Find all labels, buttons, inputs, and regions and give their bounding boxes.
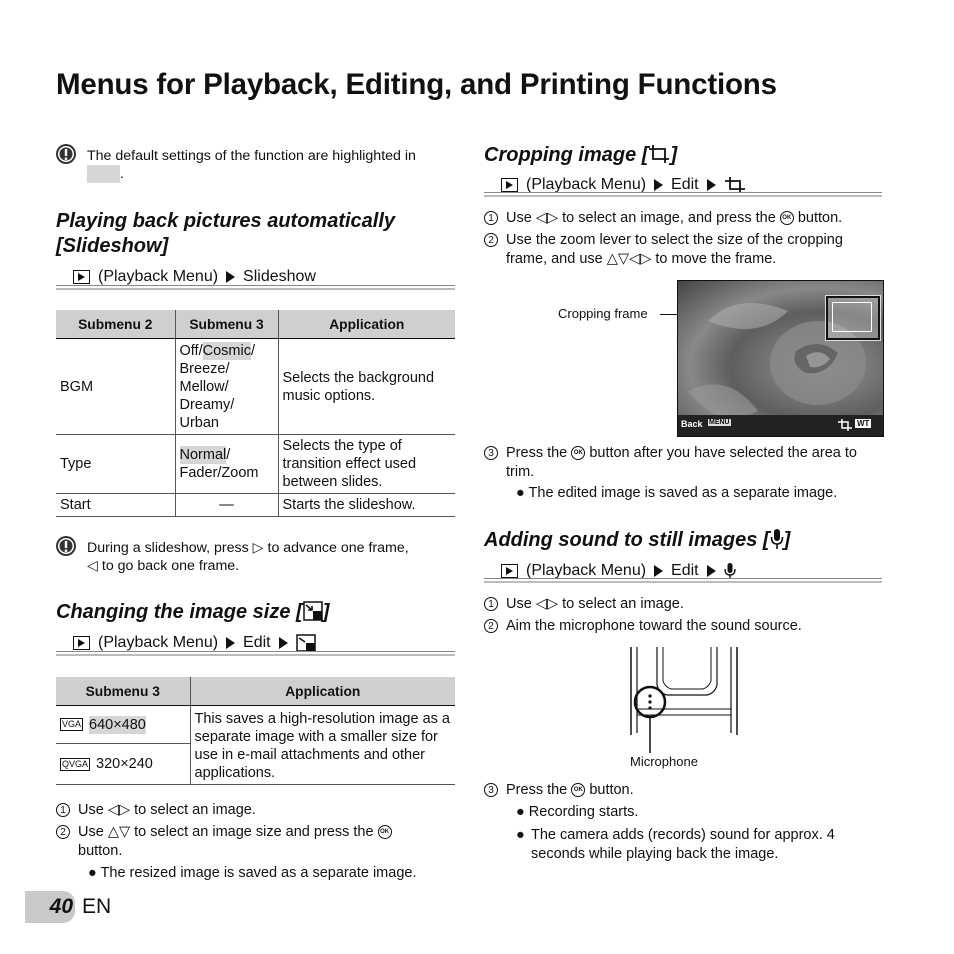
resize-bullet: ● The resized image is saved as a separate image. — [88, 865, 417, 881]
table-row: BGM Off/Cosmic/ Breeze/ Mellow/ Dreamy/ Urban Selects the background music options. — [56, 339, 455, 435]
slideshow-table — [56, 310, 455, 517]
right-arrow-icon: ▷ — [252, 540, 264, 556]
crop-title: Cropping image [ ] — [484, 144, 678, 166]
sound-bullet-2: ● The camera adds (records) sound for approx. 4 seconds while playing back the image. — [516, 827, 835, 862]
highlight-sample — [87, 165, 120, 183]
divider — [484, 192, 882, 197]
playback-icon — [73, 636, 90, 650]
table-row: VGA 640×480 This saves a high-resolution image as a separate image with a smaller size for use in e-mail attachments and other applications. — [56, 706, 455, 744]
crop-step-2: 2 Use the zoom lever to select the size of the cropping frame, and use △▽◁▷ to move the frame. — [484, 231, 884, 268]
table-header: Application — [278, 310, 455, 339]
table-header: Submenu 3 — [56, 677, 190, 706]
left-arrow-icon: ◁ — [87, 558, 98, 574]
divider — [484, 578, 882, 583]
ok-button-icon: OK — [378, 825, 392, 839]
crop-step-3: 3 Press the OK button after you have selected the area to trim. — [484, 444, 884, 481]
arrow-right-icon — [226, 637, 235, 649]
arrow-right-icon — [279, 637, 288, 649]
crop-icon — [648, 144, 670, 164]
sound-step-3: 3 Press the OK button. — [484, 781, 884, 800]
note-slideshow: During a slideshow, press ▷ to advance one frame, ◁ to go back one frame. — [87, 540, 409, 574]
resize-icon — [303, 601, 323, 621]
resize-title: Changing the image size [ ] — [56, 601, 330, 623]
table-row: QVGA 320×240 — [56, 744, 455, 785]
crop-step-1: 1 Use ◁▷ to select an image, and press the OK button. — [484, 209, 884, 228]
caution-icon — [55, 143, 77, 165]
crop-bullet: ● The edited image is saved as a separate image. — [516, 485, 838, 501]
sound-step-1: 1 Use ◁▷ to select an image. — [484, 595, 884, 614]
divider — [56, 285, 455, 290]
table-row: Type Normal/ Fader/Zoom Selects the type of transition effect used between slides. — [56, 435, 455, 494]
table-header: Submenu 3 — [175, 310, 278, 339]
table-header: Submenu 2 — [56, 310, 175, 339]
ok-button-icon: OK — [571, 783, 585, 797]
microphone-caption: Microphone — [630, 754, 698, 769]
resize-icon — [296, 634, 316, 652]
zoom-lever-icon: WT — [857, 419, 870, 428]
resize-table — [56, 677, 455, 785]
language-label: EN — [82, 895, 112, 918]
crop-menu-path: (Playback Menu) Edit — [501, 176, 746, 194]
ok-button-icon: OK — [571, 446, 585, 460]
ok-button-icon: OK — [780, 211, 794, 225]
arrow-right-icon — [226, 271, 235, 283]
screen-status-bar: Back MENU WT — [678, 415, 883, 436]
slideshow-title: Playing back pictures automatically [Slideshow] — [56, 210, 396, 257]
slideshow-menu-path: (Playback Menu) Slideshow — [73, 268, 316, 286]
crop-icon — [838, 419, 852, 431]
playback-icon — [501, 178, 518, 192]
arrow-right-icon — [654, 179, 663, 191]
cropping-frame-box — [826, 296, 880, 340]
vga-icon: VGA — [62, 719, 82, 730]
camera-screen-image — [677, 280, 884, 437]
sound-title: Adding sound to still images [ ] — [484, 529, 791, 551]
page-title: Menus for Playback, Editing, and Printing Functions — [56, 68, 777, 101]
qvga-icon: QVGA — [62, 758, 89, 769]
camera-microphone-illustration — [627, 645, 742, 755]
sound-step-2: 2 Aim the microphone toward the sound source. — [484, 617, 884, 636]
table-row: Start — Starts the slideshow. — [56, 494, 455, 517]
playback-icon — [501, 564, 518, 578]
arrow-right-icon — [707, 565, 716, 577]
menu-button-icon: MENU — [709, 419, 730, 426]
table-header: Application — [190, 677, 455, 706]
caution-icon — [55, 535, 77, 557]
arrow-right-icon — [654, 565, 663, 577]
note-default: The default settings of the function are highlighted in . — [87, 148, 416, 182]
arrow-right-icon — [707, 179, 716, 191]
microphone-icon — [770, 528, 784, 550]
playback-icon — [73, 270, 90, 284]
divider — [56, 651, 455, 656]
cropping-frame-caption: Cropping frame — [558, 306, 648, 321]
sound-bullet-1: ● Recording starts. — [516, 804, 639, 820]
resize-menu-path: (Playback Menu) Edit — [73, 634, 316, 652]
sound-menu-path: (Playback Menu) Edit — [501, 562, 736, 580]
page-number: 40 — [25, 891, 75, 923]
resize-step-1: 1 Use ◁▷ to select an image. — [56, 801, 456, 820]
resize-step-2: 2 Use △▽ to select an image size and press the OK button. — [56, 823, 456, 860]
